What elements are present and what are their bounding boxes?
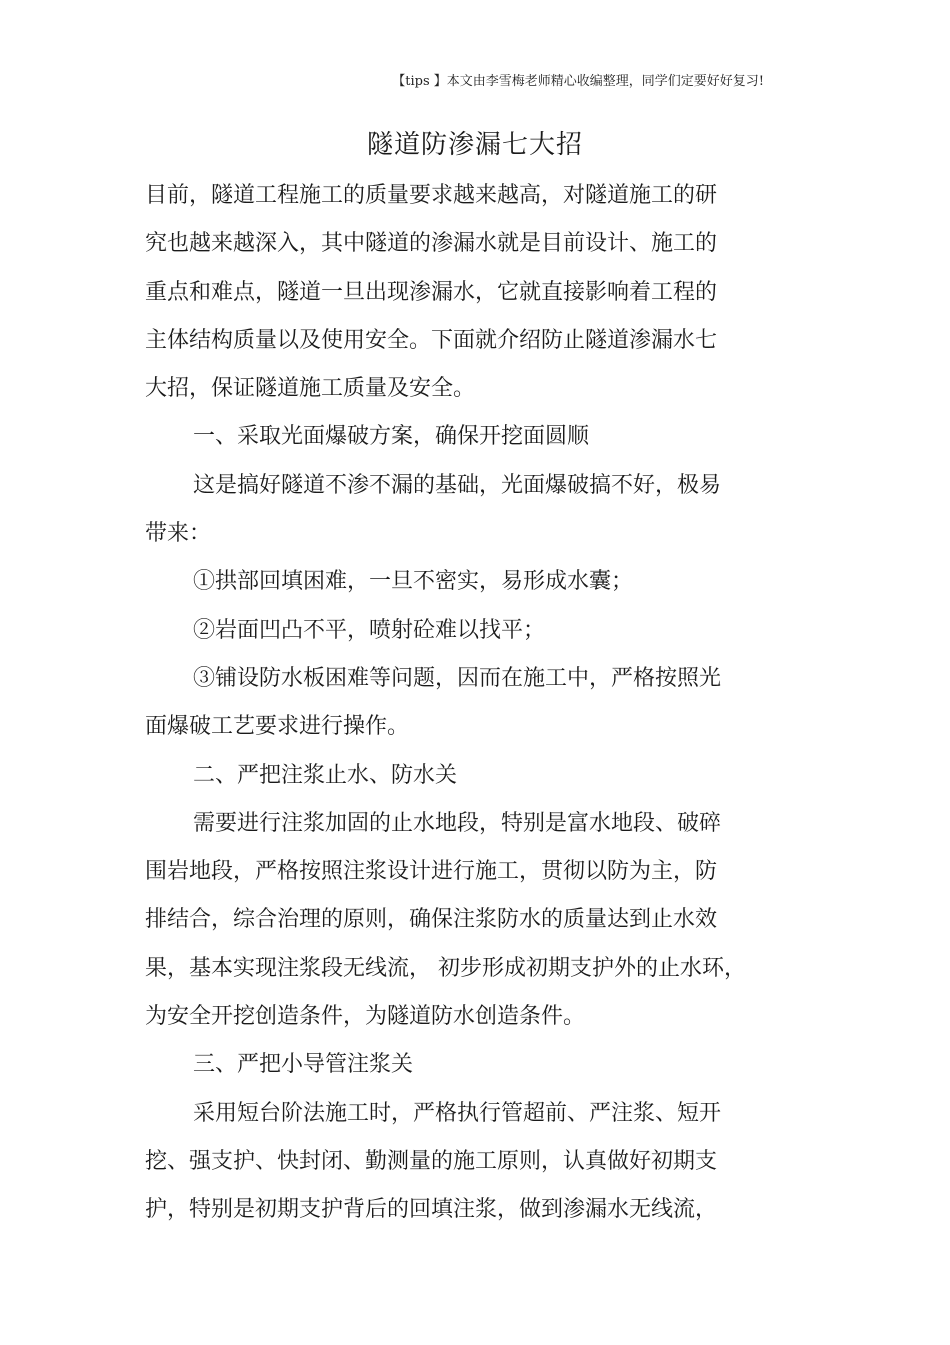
text-line: 究也越来越深入，其中隧道的渗漏水就是目前设计、施工的 xyxy=(145,231,718,257)
text-line: 面爆破工艺要求进行操作。 xyxy=(145,714,410,740)
text-line: ③铺设防水板困难等问题，因而在施工中，严格按照光 xyxy=(193,665,722,691)
text-line: 这是搞好隧道不渗不漏的基础，光面爆破搞不好，极易 xyxy=(193,472,722,498)
document-body xyxy=(145,176,770,1239)
text-line: 二、严把注浆止水、防水关 xyxy=(193,762,458,788)
text-line: 排结合，综合治理的原则，确保注浆防水的质量达到止水效 xyxy=(145,907,718,933)
header-tips: 【tips 】本文由李雪梅老师精心收编整理，同学们定要好好复习! xyxy=(392,74,764,89)
text-line: 一、采取光面爆破方案，确保开挖面圆顺 xyxy=(193,424,590,450)
text-line: 三、严把小导管注浆关 xyxy=(193,1052,414,1078)
text-line: 带来： xyxy=(145,521,212,547)
text-line: 围岩地段，严格按照注浆设计进行施工，贯彻以防为主，防 xyxy=(145,859,718,885)
text-line: 护，特别是初期支护背后的回填注浆，做到渗漏水无线流， xyxy=(145,1197,718,1223)
document-title: 隧道防渗漏七大招 xyxy=(366,130,583,160)
text-line: 需要进行注浆加固的止水地段，特别是富水地段、破碎 xyxy=(193,810,722,836)
text-line: 采用短台阶法施工时，严格执行管超前、严注浆、短开 xyxy=(193,1100,722,1126)
text-line: 果，基本实现注浆段无线流， 初步形成初期支护外的止水环， xyxy=(145,955,746,981)
text-line: ①拱部回填困难，一旦不密实，易形成水囊； xyxy=(193,569,634,595)
text-line: 重点和难点，隧道一旦出现渗漏水，它就直接影响着工程的 xyxy=(145,279,718,305)
text-line: 目前，隧道工程施工的质量要求越来越高，对隧道施工的研 xyxy=(145,183,718,208)
text-line: 为安全开挖创造条件，为隧道防水创造条件。 xyxy=(145,1004,586,1030)
text-line: 主体结构质量以及使用安全。下面就介绍防止隧道渗漏水七 xyxy=(145,327,718,353)
text-line: 挖、强支护、快封闭、勤测量的施工原则，认真做好初期支 xyxy=(145,1148,718,1174)
text-line: ②岩面凹凸不平，喷射砼难以找平； xyxy=(193,617,546,643)
text-line: 大招，保证隧道施工质量及安全。 xyxy=(145,376,476,402)
